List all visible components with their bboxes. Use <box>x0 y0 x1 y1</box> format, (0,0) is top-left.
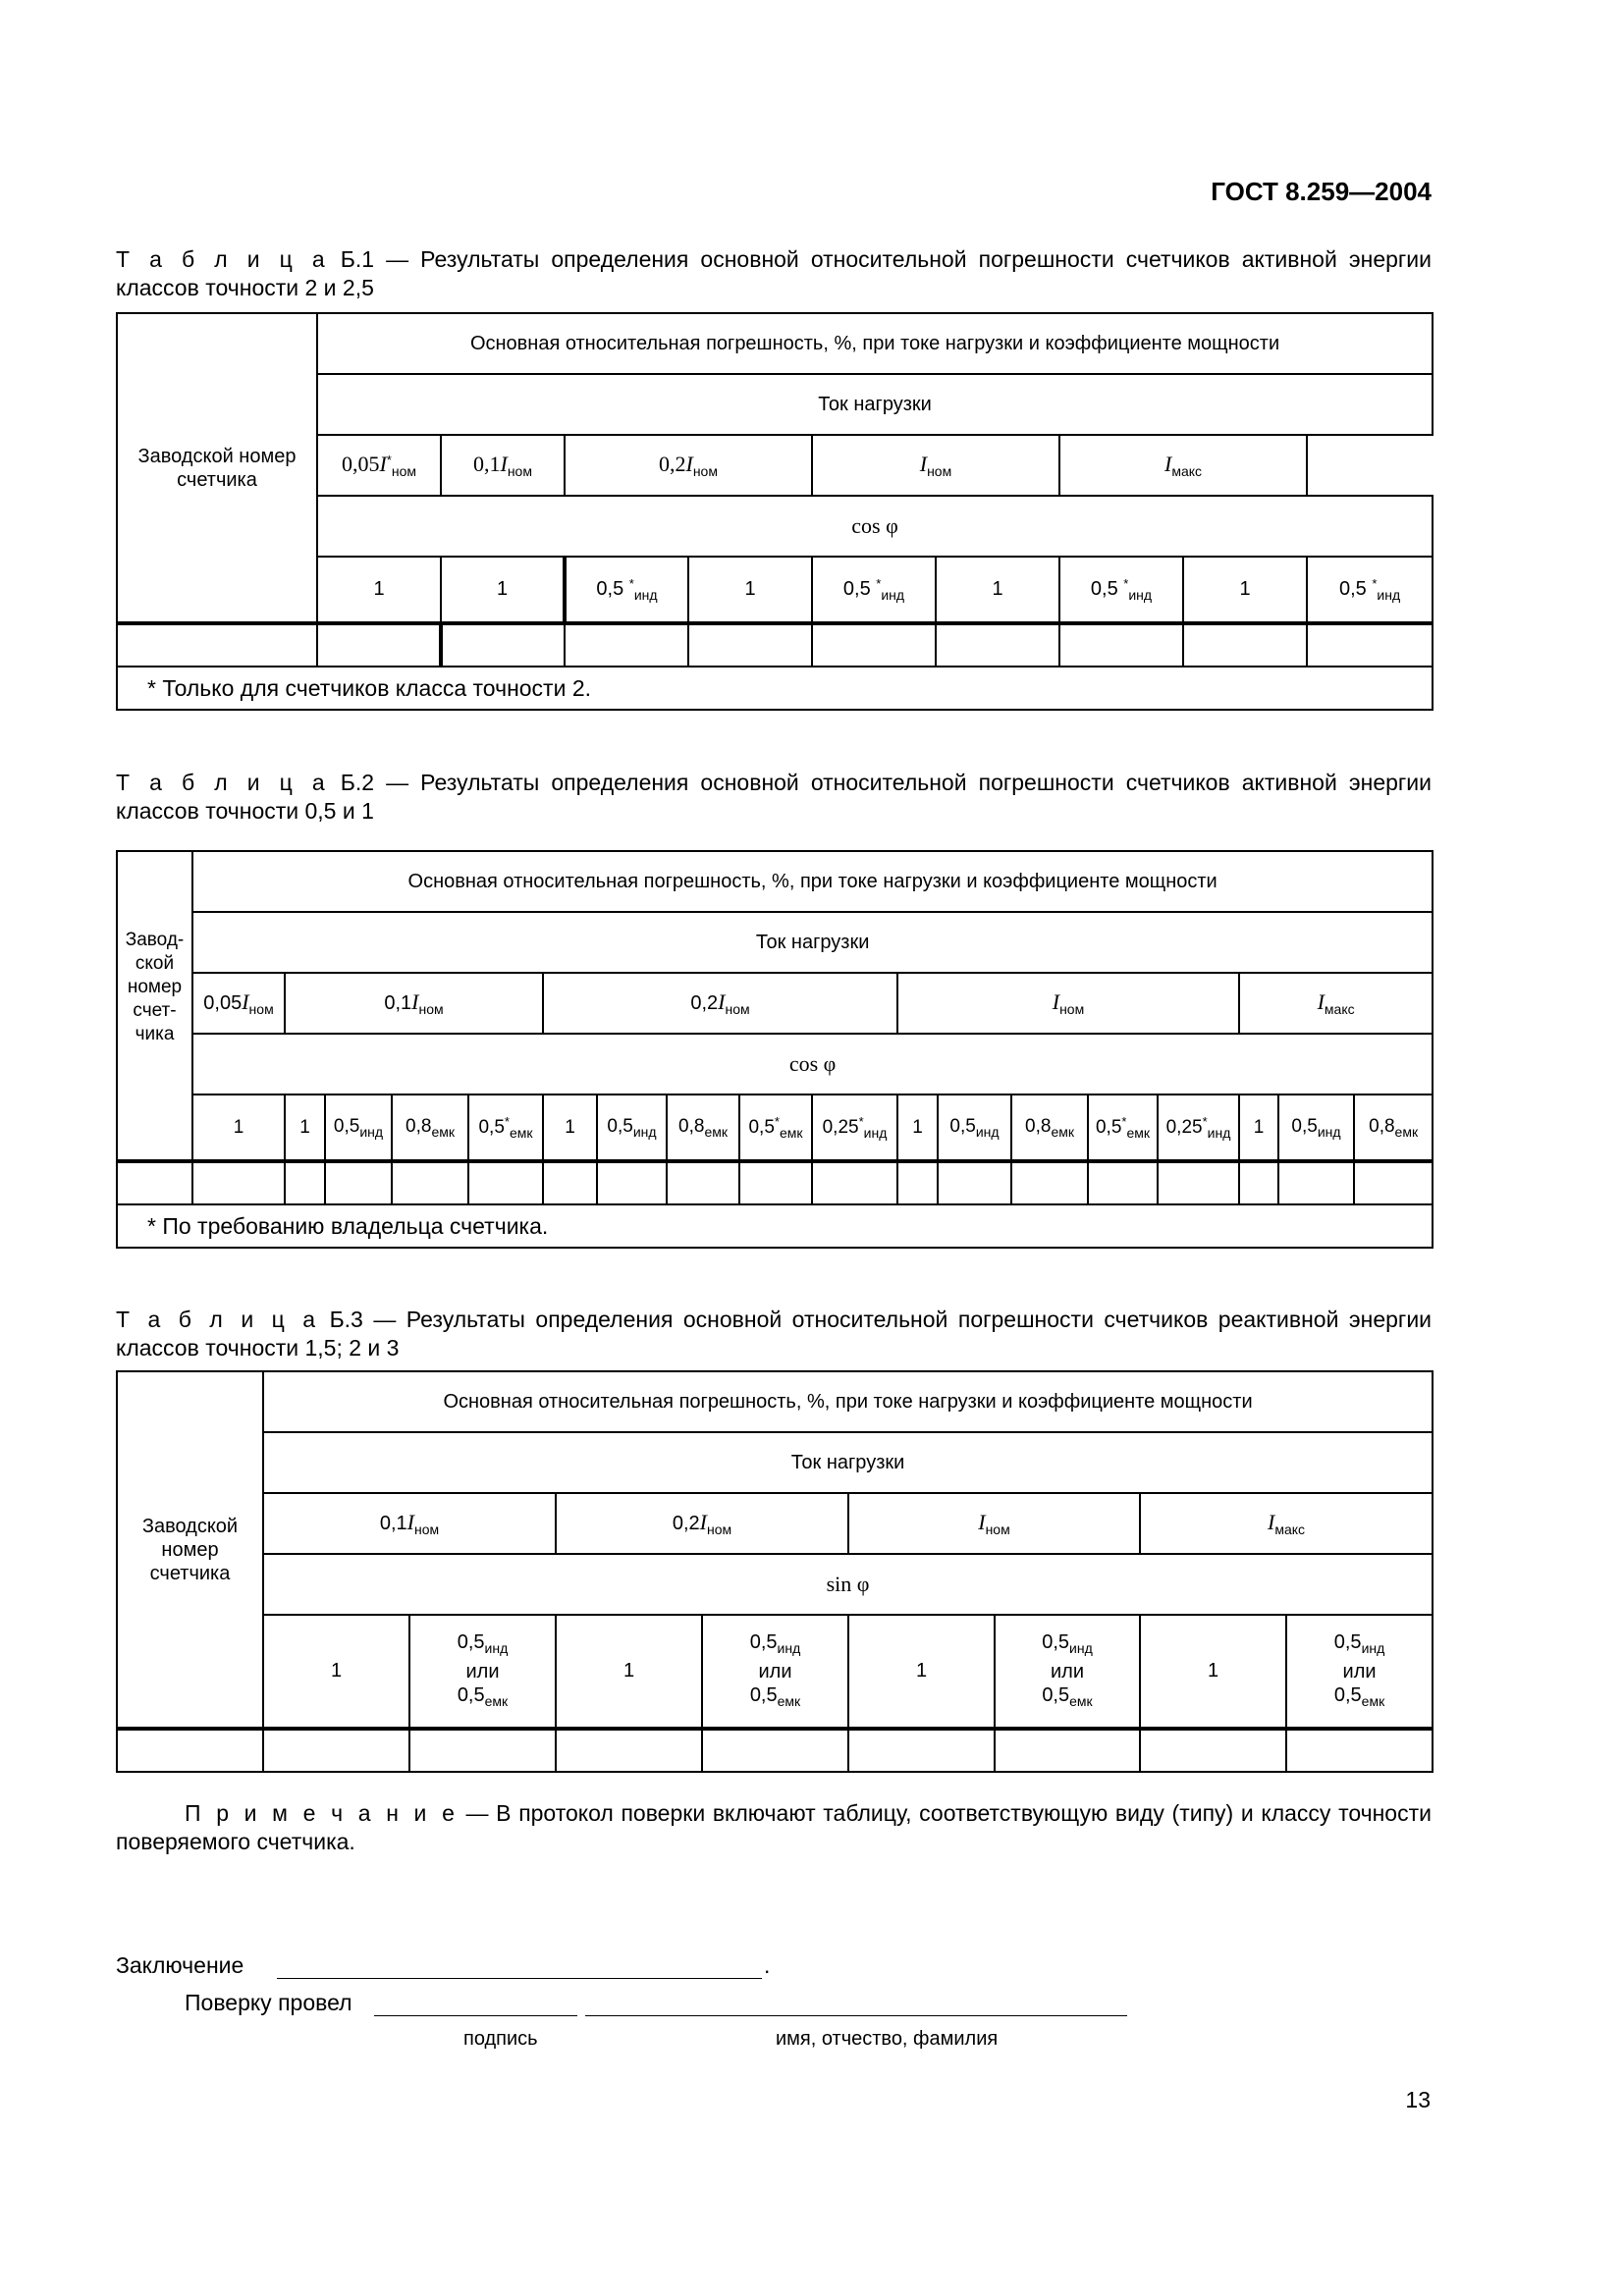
star-mark: * <box>1121 1114 1127 1129</box>
current-symbol: I <box>500 452 508 476</box>
pf-value: 1 <box>299 1116 310 1138</box>
pf-subscript: инд <box>1207 1125 1231 1141</box>
table3-pf-cell <box>1286 1615 1433 1729</box>
table1-current-cell <box>441 435 565 496</box>
or-word: или <box>758 1660 792 1682</box>
signature-field[interactable] <box>374 2015 577 2016</box>
table3-current-cell <box>1140 1493 1433 1554</box>
current-symbol: I <box>718 989 726 1014</box>
table2-pf-cell <box>468 1095 543 1161</box>
table1-pf-cell <box>688 557 812 623</box>
pf-subscript: емк <box>1051 1123 1074 1140</box>
table1-pf-cell <box>441 557 565 623</box>
table1-current-header: Ток нагрузки <box>317 374 1433 435</box>
current-subscript: ном <box>706 1522 732 1537</box>
pf-value: 1 <box>496 578 509 600</box>
pf-subscript: инд <box>1361 1639 1385 1656</box>
pf-value: 0,8 <box>1369 1115 1395 1137</box>
table2-current-header: Ток нагрузки <box>192 912 1433 973</box>
pf-value: 1 <box>233 1116 244 1138</box>
table3-serial-header: Заводской номер счетчика <box>117 1371 263 1729</box>
empty-cell <box>667 1161 739 1204</box>
table1-current-cell <box>1059 435 1307 496</box>
table2-caption <box>116 769 1432 826</box>
pf-subscript: инд <box>1377 587 1401 603</box>
note-paragraph <box>116 1799 1432 1856</box>
pf-value: 0,5 <box>333 1115 360 1137</box>
pf-subscript: инд <box>632 1123 657 1140</box>
empty-cell <box>285 1161 325 1204</box>
table1-pf-cell <box>1059 557 1183 623</box>
current-prefix: 0,05 <box>341 452 380 476</box>
pf-value: 0,5 <box>1338 578 1367 600</box>
table2-pf-cell <box>192 1095 285 1161</box>
empty-cell <box>1059 623 1183 667</box>
table1-caption-text: — Результаты определения основной относительной погрешности счетчиков активной энергии классов точности 2 и 2,5 <box>116 246 1432 300</box>
pf-subscript: емк <box>431 1123 455 1140</box>
star-mark: * <box>1372 576 1378 591</box>
current-subscript: макс <box>1324 1001 1355 1017</box>
current-symbol: I <box>1052 989 1060 1014</box>
table-b1 <box>116 312 1434 711</box>
empty-cell <box>117 623 317 667</box>
empty-cell <box>739 1161 812 1204</box>
current-subscript: ном <box>418 1001 444 1017</box>
empty-cell <box>325 1161 392 1204</box>
pf-value: 1 <box>1253 1116 1265 1138</box>
current-prefix: 0,1 <box>384 992 412 1014</box>
star-mark: * <box>876 576 882 591</box>
current-symbol: I <box>242 989 249 1014</box>
empty-cell <box>1354 1161 1433 1204</box>
pf-value: 0,5 <box>748 1117 775 1138</box>
empty-cell <box>263 1729 409 1772</box>
current-prefix: 0,1 <box>379 1513 407 1534</box>
empty-cell <box>897 1161 938 1204</box>
table2-pf-cell <box>1088 1095 1158 1161</box>
empty-cell <box>1158 1161 1239 1204</box>
pf-value: 0,5 <box>749 1630 778 1653</box>
table3-pf-cell <box>556 1615 702 1729</box>
current-symbol: I <box>919 452 928 476</box>
table3-caption-prefix: Т а б л и ц а <box>116 1307 320 1332</box>
empty-cell <box>702 1729 848 1772</box>
empty-cell <box>812 1161 897 1204</box>
pf-value: 0,5 <box>596 578 624 600</box>
or-word: или <box>465 1660 500 1682</box>
pf-value: 0,5 <box>1042 1630 1070 1653</box>
empty-cell <box>392 1161 468 1204</box>
table2-serial-header: Завод-ской номер счет-чика <box>117 851 192 1161</box>
star-mark: * <box>1123 576 1129 591</box>
table2-caption-text: — Результаты определения основной относительной погрешности счетчиков активной энергии классов точности 0,5 и 1 <box>116 770 1432 824</box>
current-subscript: ном <box>927 463 952 479</box>
pf-value: 0,5 <box>1291 1115 1318 1137</box>
table1-current-cell <box>317 435 441 496</box>
pf-subscript: емк <box>1394 1123 1419 1140</box>
table1-empty-row <box>117 623 1433 667</box>
pf-value: 0,8 <box>678 1115 705 1137</box>
table2-pf-cell <box>392 1095 468 1161</box>
table2-caption-number: Б.2 <box>340 770 375 795</box>
name-field[interactable] <box>585 2015 1127 2016</box>
table1-pf-cell <box>317 557 441 623</box>
table3-caption-number: Б.3 <box>329 1307 363 1332</box>
pf-value: 0,5 <box>842 578 871 600</box>
empty-cell <box>468 1161 543 1204</box>
pf-subscript: емк <box>484 1692 509 1709</box>
table2-pf-cell <box>938 1095 1011 1161</box>
star-mark: * <box>386 453 392 467</box>
table1-serial-header: Заводской номер счетчика <box>117 313 317 623</box>
pf-value: 0,5 <box>457 1683 485 1706</box>
table2-pf-cell <box>1158 1095 1239 1161</box>
current-subscript: ном <box>413 1522 440 1537</box>
table2-pf-cell <box>1278 1095 1354 1161</box>
table3-pf-cell <box>263 1615 409 1729</box>
current-symbol: I <box>1268 1510 1275 1534</box>
pf-value: 0,8 <box>1025 1115 1052 1137</box>
table3-caption <box>116 1306 1432 1362</box>
pf-value: 0,5 <box>478 1117 505 1138</box>
pf-subscript: инд <box>1317 1123 1341 1140</box>
table2-pf-cell <box>597 1095 667 1161</box>
table2-current-cell <box>285 973 543 1034</box>
note-text: — В протокол поверки включают таблицу, соответствующую виду (типу) и классу точности поверяемого счетчика. <box>116 1800 1432 1854</box>
current-prefix: 0,2 <box>659 452 686 476</box>
empty-cell <box>995 1729 1140 1772</box>
pf-value: 0,5 <box>1333 1630 1362 1653</box>
empty-cell <box>117 1161 192 1204</box>
current-subscript: ном <box>391 463 417 479</box>
table2-empty-row <box>117 1161 1433 1204</box>
current-symbol: I <box>406 1510 414 1534</box>
table2-pf-cell <box>739 1095 812 1161</box>
pf-value: 0,5 <box>949 1115 976 1137</box>
table1-caption-prefix: Т а б л и ц а <box>116 246 329 272</box>
or-word: или <box>1342 1660 1377 1682</box>
table3-main-header: Основная относительная погрешность, %, при токе нагрузки и коэффициенте мощности <box>263 1371 1433 1432</box>
empty-cell <box>938 1161 1011 1204</box>
table1-current-cell <box>565 435 812 496</box>
empty-cell <box>848 1729 995 1772</box>
pf-subscript: емк <box>1361 1692 1385 1709</box>
pf-value: 0,5 <box>1095 1117 1122 1138</box>
pf-subscript: инд <box>975 1123 1000 1140</box>
current-symbol: I <box>411 989 419 1014</box>
current-symbol: I <box>978 1510 986 1534</box>
pf-value: 1 <box>1207 1660 1219 1682</box>
empty-cell <box>1278 1161 1354 1204</box>
table3-pf-cell <box>848 1615 995 1729</box>
table2-footnote: * По требованию владельца счетчика. <box>117 1204 1433 1248</box>
empty-cell <box>317 623 441 667</box>
conclusion-field[interactable] <box>277 1978 762 1979</box>
pf-value: 1 <box>1239 578 1251 600</box>
table1-caption <box>116 245 1432 302</box>
table2-pf-cell <box>285 1095 325 1161</box>
pf-subscript: емк <box>704 1123 728 1140</box>
current-subscript: ном <box>692 463 718 479</box>
table2-pf-cell <box>1011 1095 1088 1161</box>
note-prefix: П р и м е ч а н и е <box>185 1800 459 1826</box>
empty-cell <box>117 1729 263 1772</box>
pf-value: 0,25 <box>1165 1117 1203 1138</box>
table2-main-header: Основная относительная погрешность, %, при токе нагрузки и коэффициенте мощности <box>192 851 1433 912</box>
pf-value: 0,25 <box>822 1117 859 1138</box>
pf-value: 0,5 <box>1333 1683 1362 1706</box>
empty-cell <box>688 623 812 667</box>
table2-pf-cell <box>812 1095 897 1161</box>
table1-caption-number: Б.1 <box>340 246 375 272</box>
pf-subscript: инд <box>359 1123 384 1140</box>
pf-value: 1 <box>373 578 385 600</box>
table2-pf-cell <box>897 1095 938 1161</box>
empty-cell <box>565 623 688 667</box>
pf-value: 1 <box>565 1116 575 1138</box>
table2-current-cell <box>543 973 897 1034</box>
pf-subscript: емк <box>777 1692 801 1709</box>
pf-value: 0,5 <box>1090 578 1118 600</box>
pf-value: 0,5 <box>607 1115 633 1137</box>
table1-pf-cell <box>1307 557 1433 623</box>
pf-value: 0,5 <box>1042 1683 1070 1706</box>
table2-pf-cell <box>1239 1095 1278 1161</box>
table3-empty-row <box>117 1729 1433 1772</box>
table1-pf-cell <box>936 557 1059 623</box>
document-code: ГОСТ 8.259—2004 <box>1211 177 1432 206</box>
table3-current-cell <box>556 1493 848 1554</box>
star-mark: * <box>1202 1114 1208 1129</box>
current-symbol: I <box>379 452 387 476</box>
empty-cell <box>1088 1161 1158 1204</box>
table-b3 <box>116 1370 1434 1773</box>
pf-subscript: инд <box>633 587 658 603</box>
table1-pf-cell <box>1183 557 1307 623</box>
star-mark: * <box>504 1114 510 1129</box>
pf-subscript: инд <box>863 1125 888 1141</box>
current-subscript: макс <box>1171 463 1203 479</box>
table3-current-cell <box>848 1493 1140 1554</box>
current-subscript: ном <box>1059 1001 1085 1017</box>
empty-cell <box>812 623 936 667</box>
current-symbol: I <box>685 452 693 476</box>
current-subscript: ном <box>248 1001 274 1017</box>
pf-value: 1 <box>330 1660 343 1682</box>
current-prefix: 0,2 <box>672 1513 700 1534</box>
empty-cell <box>1307 623 1433 667</box>
pf-subscript: инд <box>1069 1639 1093 1656</box>
pf-value: 1 <box>912 1116 923 1138</box>
table1-current-cell <box>812 435 1059 496</box>
table-b2 <box>116 850 1434 1249</box>
verification-label: Поверку провел <box>185 1990 352 2015</box>
pf-subscript: емк <box>1126 1125 1151 1141</box>
empty-cell <box>1286 1729 1433 1772</box>
current-subscript: ном <box>507 463 532 479</box>
conclusion-end: . <box>764 1952 771 1978</box>
table3-sin-header: sin φ <box>263 1554 1433 1615</box>
page-number: 13 <box>1405 2087 1431 2112</box>
current-symbol: I <box>1317 989 1325 1014</box>
name-caption: имя, отчество, фамилия <box>776 2028 999 2050</box>
pf-subscript: инд <box>777 1639 801 1656</box>
empty-cell <box>192 1161 285 1204</box>
current-subscript: ном <box>725 1001 750 1017</box>
table3-pf-cell <box>702 1615 848 1729</box>
star-mark: * <box>628 576 634 591</box>
pf-subscript: емк <box>779 1125 803 1141</box>
conclusion-label: Заключение <box>116 1952 244 1978</box>
table2-pf-cell <box>543 1095 597 1161</box>
table2-current-cell <box>192 973 285 1034</box>
table3-pf-cell <box>995 1615 1140 1729</box>
current-subscript: ном <box>985 1522 1010 1537</box>
table2-caption-prefix: Т а б л и ц а <box>116 770 329 795</box>
table2-pf-cell <box>667 1095 739 1161</box>
table1-cos-header: cos φ <box>317 496 1433 557</box>
pf-value: 1 <box>915 1660 928 1682</box>
pf-value: 1 <box>992 578 1003 600</box>
pf-subscript: инд <box>881 587 905 603</box>
empty-cell <box>936 623 1059 667</box>
empty-cell <box>1011 1161 1088 1204</box>
empty-cell <box>597 1161 667 1204</box>
table3-pf-cell <box>1140 1615 1286 1729</box>
empty-cell <box>1239 1161 1278 1204</box>
table3-current-header: Ток нагрузки <box>263 1432 1433 1493</box>
empty-cell <box>556 1729 702 1772</box>
current-symbol: I <box>699 1510 707 1534</box>
empty-cell <box>1140 1729 1286 1772</box>
pf-subscript: инд <box>1128 587 1153 603</box>
table1-footnote: * Только для счетчиков класса точности 2. <box>117 667 1433 710</box>
pf-subscript: инд <box>484 1639 509 1656</box>
signature-caption: подпись <box>463 2028 538 2050</box>
table3-pf-cell <box>409 1615 556 1729</box>
current-prefix: 0,1 <box>473 452 501 476</box>
pf-value: 0,8 <box>406 1115 432 1137</box>
table2-current-cell <box>1239 973 1433 1034</box>
empty-cell <box>543 1161 597 1204</box>
table1-pf-cell <box>812 557 936 623</box>
empty-cell <box>409 1729 556 1772</box>
table2-current-cell <box>897 973 1239 1034</box>
star-mark: * <box>858 1114 864 1129</box>
current-prefix: 0,2 <box>690 992 719 1014</box>
current-subscript: макс <box>1274 1522 1306 1537</box>
star-mark: * <box>774 1114 780 1129</box>
table1-pf-cell <box>565 557 688 623</box>
pf-value: 0,5 <box>457 1630 485 1653</box>
current-symbol: I <box>1163 452 1172 476</box>
empty-cell <box>1183 623 1307 667</box>
table1-main-header: Основная относительная погрешность, %, при токе нагрузки и коэффициенте мощности <box>317 313 1433 374</box>
current-prefix: 0,05 <box>203 992 243 1014</box>
table3-current-cell <box>263 1493 556 1554</box>
pf-value: 1 <box>622 1660 635 1682</box>
table2-pf-cell <box>325 1095 392 1161</box>
table3-caption-text: — Результаты определения основной относительной погрешности счетчиков реактивной энергии классов точности 1,5; 2 и 3 <box>116 1307 1433 1361</box>
table2-pf-cell <box>1354 1095 1433 1161</box>
pf-subscript: емк <box>1069 1692 1093 1709</box>
table2-cos-header: cos φ <box>192 1034 1433 1095</box>
or-word: или <box>1050 1660 1084 1682</box>
pf-value: 0,5 <box>749 1683 778 1706</box>
pf-value: 1 <box>744 578 756 600</box>
pf-subscript: емк <box>509 1125 533 1141</box>
empty-cell <box>441 623 565 667</box>
